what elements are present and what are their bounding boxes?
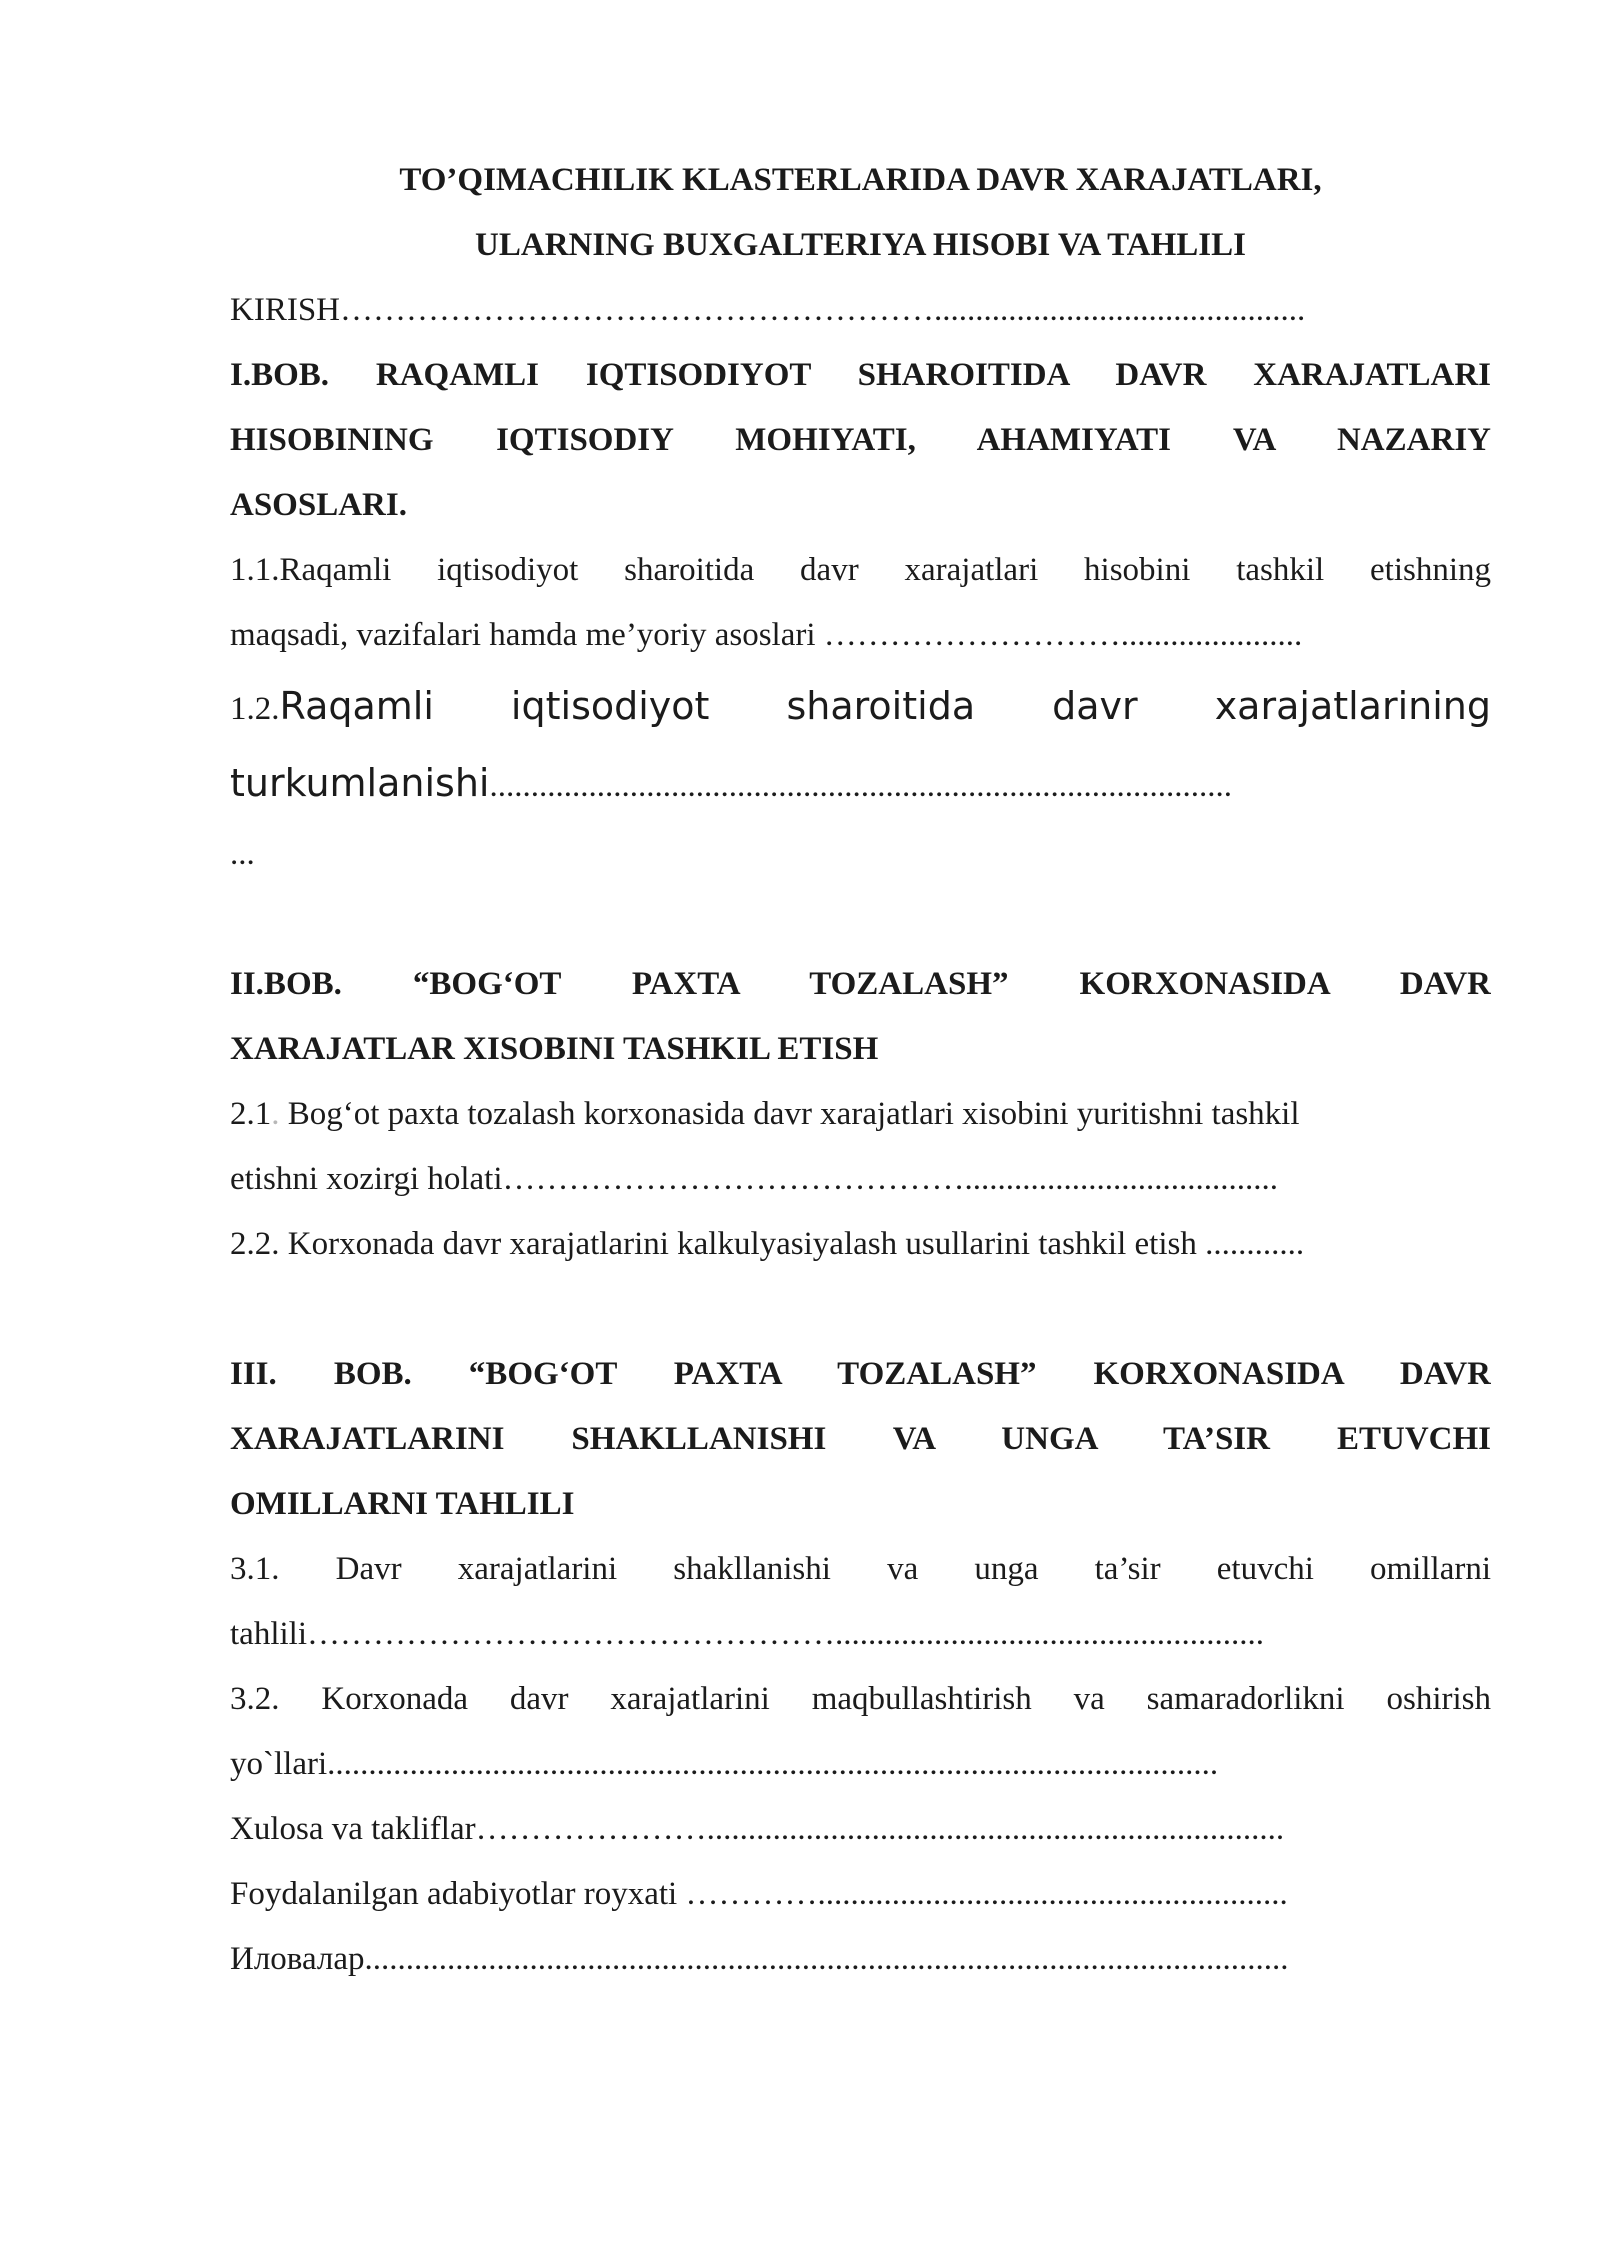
chapter-3-heading-line-2: XARAJATLARINI SHAKLLANISHI VA UNGA TA’SIR ETUVCHI [230,1421,1491,1457]
toc-entry-adabiyotlar: Foydalanilgan adabiyotlar royxati …………......................................................... [230,1876,1288,1912]
toc-entry-kirish: KIRISH………………………………………………............................................. [230,292,1306,328]
spacer [230,887,1491,952]
toc-entry-1-2-title-end: turkumlanishi [230,761,490,805]
toc-entry-xulosa: Xulosa va takliflar…………………...................................................................... [230,1811,1285,1847]
toc-entry-1-2-title: Raqamli iqtisodiyot sharoitida davr xarajatlarining [279,684,1491,728]
toc-entry-2-1-dot: . [271,1096,280,1132]
document-page [230,148,1491,1992]
toc-entry-1-1-line-2: maqsadi, vazifalari hamda me’yoriy asoslari ………………………...................... [230,617,1303,653]
toc-entry-1-2-line-1 [230,668,1491,745]
chapter-3-heading-line-1: III. BOB. “BOG‘OT PAXTA TOZALASH” KORXONASIDA DAVR [230,1356,1491,1392]
chapter-1-heading-line-3: ASOSLARI. [230,487,407,523]
toc-entry-1-2-line-2 [230,745,1491,822]
doc-title-line-2: ULARNING BUXGALTERIYA HISOBI VA TAHLILI [475,227,1246,263]
toc-entry-1-2-number: 1.2. [230,691,280,727]
toc-entry-3-1-line-2: tahlili………………………………………….................................................... [230,1616,1264,1652]
chapter-2-heading-line-2: XARAJATLAR XISOBINI TASHKIL ETISH [230,1031,879,1067]
chapter-1-heading-line-1: I.BOB. RAQAMLI IQTISODIYOT SHAROITIDA DAVR XARAJATLARI [230,357,1491,393]
toc-entry-1-2-leader: .......................................................................................... [489,768,1232,804]
toc-entry-2-1-number: 2.1 [230,1096,272,1132]
toc-entry-1-1-line-1: 1.1.Raqamli iqtisodiyot sharoitida davr xarajatlari hisobini tashkil etishning [230,552,1491,588]
chapter-1-heading-line-2: HISOBINING IQTISODIY MOHIYATI, AHAMIYATI VA NAZARIY [230,422,1491,458]
toc-entry-ilovalar: Иловалар................................................................................................................ [230,1941,1289,1977]
toc-entry-2-2: 2.2. Korxonada davr xarajatlarini kalkulyasiyalash usullarini tashkil etish ............ [230,1226,1305,1262]
chapter-3-heading-line-3: OMILLARNI TAHLILI [230,1486,575,1522]
spacer [230,1277,1491,1342]
toc-entry-3-2-line-2: yo`llari............................................................................................................ [230,1746,1219,1782]
doc-title-line-1: TO’QIMACHILIK KLASTERLARIDA DAVR XARAJATLARI, [399,162,1322,198]
chapter-2-heading-line-1: II.BOB. “BOG‘OT PAXTA TOZALASH” KORXONASIDA DAVR [230,966,1491,1002]
toc-entry-2-1-line-2: etishni xozirgi holati……………………………………...................................... [230,1161,1279,1197]
toc-entry-2-1-title: Bog‘ot paxta tozalash korxonasida davr xarajatlari xisobini yuritishni tashkil [279,1096,1300,1132]
toc-entry-3-2-line-1: 3.2. Korxonada davr xarajatlarini maqbullashtirish va samaradorlikni oshirish [230,1681,1491,1717]
toc-entry-1-2-line-3: ... [230,836,255,872]
toc-entry-2-1-line-1 [230,1082,1491,1147]
toc-entry-3-1-line-1: 3.1. Davr xarajatlarini shakllanishi va unga ta’sir etuvchi omillarni [230,1551,1491,1587]
